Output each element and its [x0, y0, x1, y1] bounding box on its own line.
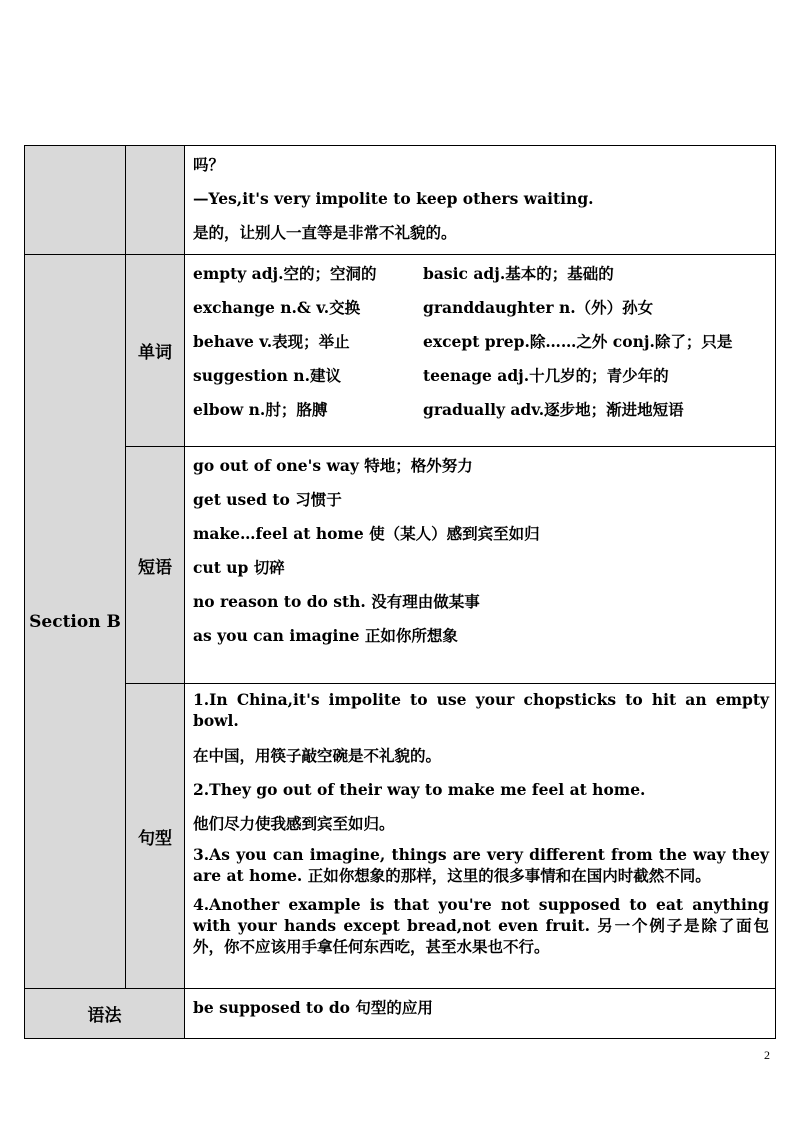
vocab-row: [193, 291, 769, 325]
vocab-word: basic adj.基本的；基础的: [423, 264, 614, 283]
table-row: [25, 146, 776, 255]
vocab-word: exchange n.& v.交换: [193, 298, 361, 317]
vocab-word: gradually adv.逐步地；渐进地短语: [423, 400, 684, 419]
vocab-row: [193, 359, 769, 393]
sentences-label: 句型: [126, 684, 185, 989]
sentence-item: 3.As you can imagine, things are very different from the way they are at home. 正如你想象的那样，这里的很多事情和在国内时截然不同。: [193, 845, 769, 885]
vocab-row: [193, 325, 769, 359]
sentence-item: 他们尽力使我感到宾至如归。: [193, 814, 395, 833]
vocab-row: [193, 257, 769, 291]
sentence-item: 2.They go out of their way to make me feel at home.: [193, 780, 646, 799]
vocab-word: elbow n.肘；胳膊: [193, 400, 328, 419]
section-label: Section B: [25, 255, 126, 989]
grammar-text: be supposed to do 句型的应用: [193, 998, 433, 1017]
phrases-cell: [185, 447, 776, 684]
vocab-word: behave v.表现；举止: [193, 332, 350, 351]
sentences-cell: [185, 684, 776, 989]
dialogue-line: 是的，让别人一直等是非常不礼貌的。: [193, 223, 457, 242]
sentence-item: 1.In China,it's impolite to use your chopsticks to hit an empty bowl.: [193, 690, 769, 730]
phrase-item: make…feel at home 使（某人）感到宾至如归: [193, 524, 540, 543]
study-table: [24, 145, 776, 1039]
vocab-word: teenage adj.十几岁的；青少年的: [423, 366, 669, 385]
vocab-word: granddaughter n.（外）孙女: [423, 298, 654, 317]
phrase-item: go out of one's way 特地；格外努力: [193, 456, 473, 475]
table-row: [25, 989, 776, 1039]
phrase-item: as you can imagine 正如你所想象: [193, 626, 458, 645]
phrase-item: cut up 切碎: [193, 558, 285, 577]
vocab-word: suggestion n.建议: [193, 366, 341, 385]
sentence-item: 在中国，用筷子敲空碗是不礼貌的。: [193, 746, 442, 765]
section-cell-empty: [25, 146, 126, 255]
vocab-row: [193, 393, 769, 427]
table-row: [25, 684, 776, 989]
dialogue-cell: [185, 146, 776, 255]
table-row: [25, 447, 776, 684]
dialogue-line: 吗？: [193, 155, 225, 174]
vocab-label: 单词: [126, 255, 185, 447]
grammar-label: 语法: [25, 989, 185, 1039]
category-cell-empty: [126, 146, 185, 255]
vocab-word: empty adj.空的；空洞的: [193, 264, 377, 283]
sentence-item: 4.Another example is that you're not supposed to eat anything with your hands except bread,not even fruit. 另一个例子是除了面包外，你不应该用手拿任何东西吃，甚至水果也不行。: [193, 895, 769, 956]
dialogue-line: —Yes,it's very impolite to keep others waiting.: [193, 189, 594, 208]
vocab-word: except prep.除……之外 conj.除了；只是: [423, 332, 733, 351]
phrases-label: 短语: [126, 447, 185, 684]
grammar-cell: [185, 989, 776, 1039]
phrase-item: get used to 习惯于: [193, 490, 342, 509]
table-row: [25, 255, 776, 447]
phrase-item: no reason to do sth. 没有理由做某事: [193, 592, 480, 611]
vocab-cell: [185, 255, 776, 447]
page-number: 2: [764, 1048, 770, 1062]
